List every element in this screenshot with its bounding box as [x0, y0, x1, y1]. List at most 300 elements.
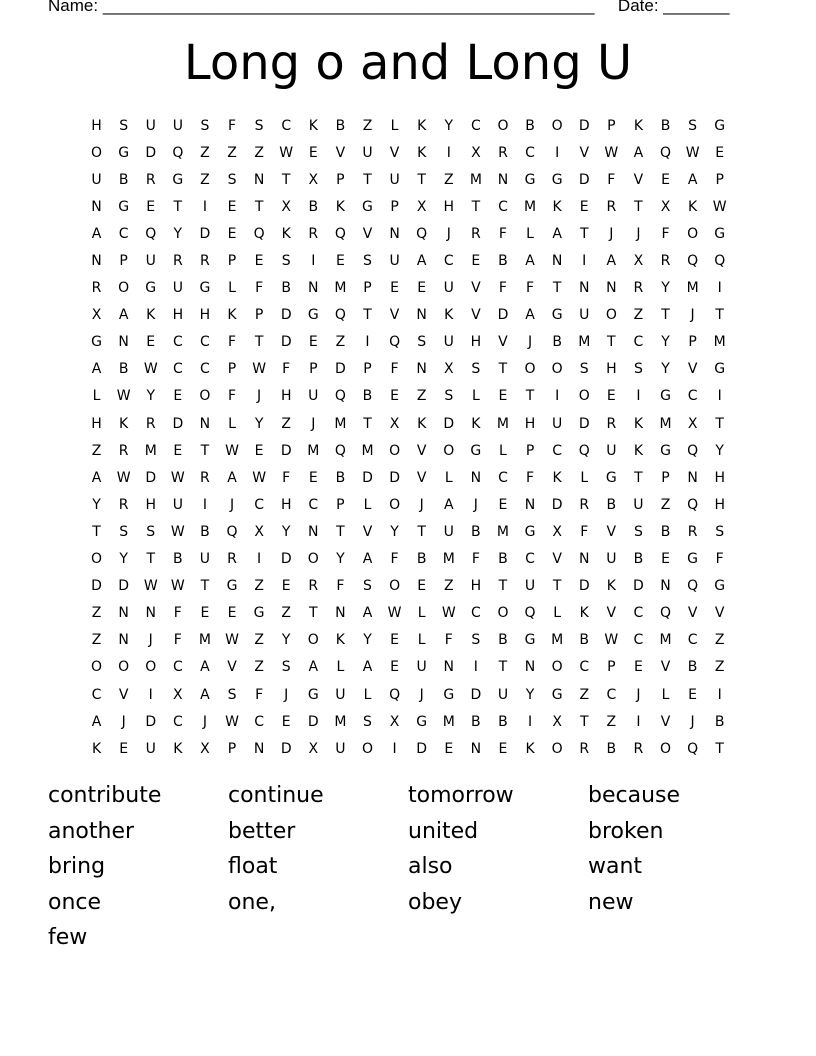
grid-cell: Q: [660, 605, 672, 622]
grid-cell: U: [335, 740, 346, 757]
grid-cell: J: [419, 686, 424, 703]
grid-cell: V: [606, 523, 617, 540]
grid-cell: K: [633, 442, 644, 459]
grid-cell: Z: [362, 117, 373, 134]
grid-cell: R: [579, 740, 590, 757]
grid-cell: Q: [416, 225, 428, 242]
grid-cell: F: [282, 361, 291, 378]
word-list-item: new: [588, 889, 634, 915]
grid-cell: T: [498, 578, 508, 595]
grid-cell: U: [389, 253, 400, 270]
grid-cell: T: [579, 225, 589, 242]
grid-cell: P: [715, 171, 724, 188]
grid-row: [83, 600, 734, 627]
grid-cell: P: [390, 198, 399, 215]
grid-cell: P: [227, 361, 237, 378]
grid-cell: D: [335, 361, 346, 378]
grid-cell: A: [606, 253, 617, 270]
grid-cell: P: [525, 442, 535, 459]
grid-cell: J: [148, 632, 153, 649]
grid-cell: A: [552, 225, 562, 242]
grid-cell: B: [660, 117, 671, 134]
grid-cell: O: [118, 280, 130, 297]
grid-cell: L: [228, 415, 236, 432]
grid-cell: R: [633, 280, 644, 297]
grid-cell: A: [362, 605, 373, 622]
grid-cell: T: [173, 198, 183, 215]
grid-cell: F: [580, 523, 589, 540]
grid-cell: M: [334, 280, 347, 297]
grid-cell: E: [308, 469, 318, 486]
grid-cell: S: [254, 117, 264, 134]
grid-cell: G: [172, 171, 184, 188]
grid-cell: D: [362, 469, 373, 486]
grid-row: [83, 356, 734, 383]
grid-cell: G: [551, 686, 563, 703]
grid-cell: S: [119, 523, 129, 540]
grid-cell: A: [91, 469, 102, 486]
grid-cell: Y: [525, 686, 535, 703]
grid-cell: A: [525, 253, 535, 270]
grid-cell: K: [552, 469, 562, 486]
grid-cell: Z: [281, 605, 291, 622]
grid-cell: F: [227, 117, 237, 134]
grid-cell: C: [470, 117, 481, 134]
grid-cell: F: [715, 551, 724, 568]
grid-cell: E: [579, 198, 589, 215]
grid-cell: N: [470, 469, 482, 486]
grid-cell: T: [417, 171, 426, 188]
grid-cell: S: [363, 713, 372, 730]
word-list-item: bring: [48, 854, 106, 879]
grid-cell: I: [527, 713, 533, 730]
grid-cell: H: [470, 578, 482, 595]
grid-cell: O: [551, 117, 563, 134]
grid-cell: F: [227, 334, 237, 351]
grid-cell: K: [579, 605, 589, 622]
grid-cell: Y: [661, 361, 670, 378]
grid-cell: O: [687, 225, 699, 242]
word-list-item: few: [48, 925, 88, 950]
grid-cell: I: [446, 144, 451, 161]
grid-cell: P: [119, 253, 128, 270]
word-list-item: obey: [408, 889, 462, 915]
grid-cell: N: [145, 605, 156, 622]
grid-row: [83, 383, 734, 410]
grid-cell: U: [443, 334, 454, 351]
grid-cell: R: [227, 551, 237, 568]
grid-cell: D: [280, 307, 292, 324]
grid-cell: N: [253, 171, 265, 188]
grid-cell: S: [281, 659, 291, 676]
grid-cell: I: [473, 659, 478, 676]
grid-cell: C: [633, 334, 644, 351]
grid-cell: D: [145, 469, 157, 486]
grid-cell: L: [92, 388, 101, 405]
grid-cell: N: [578, 280, 590, 297]
grid-cell: I: [311, 253, 316, 270]
grid-cell: G: [551, 171, 563, 188]
grid-cell: Y: [661, 280, 670, 297]
grid-cell: S: [363, 253, 372, 270]
grid-cell: Q: [253, 225, 265, 242]
grid-cell: Q: [334, 225, 346, 242]
grid-cell: N: [199, 415, 211, 432]
grid-cell: G: [307, 307, 319, 324]
grid-cell: O: [497, 117, 509, 134]
grid-cell: P: [336, 496, 345, 513]
grid-cell: U: [552, 415, 563, 432]
grid-cell: V: [362, 523, 373, 540]
grid-cell: P: [227, 253, 237, 270]
grid-cell: C: [552, 442, 563, 459]
grid-cell: K: [91, 740, 102, 757]
grid-cell: Q: [389, 686, 401, 703]
grid-cell: T: [363, 171, 372, 188]
grid-row: [83, 193, 734, 220]
grid-row: [83, 627, 734, 654]
grid-cell: Q: [389, 334, 401, 351]
grid-cell: M: [334, 713, 347, 730]
grid-cell: E: [661, 171, 670, 188]
grid-cell: E: [390, 659, 399, 676]
grid-cell: N: [524, 659, 536, 676]
grid-cell: R: [579, 496, 590, 513]
grid-cell: I: [148, 686, 153, 703]
grid-cell: L: [526, 225, 534, 242]
grid-cell: M: [496, 523, 509, 540]
grid-cell: W: [252, 469, 267, 486]
grid-cell: U: [416, 659, 427, 676]
grid-cell: K: [688, 198, 698, 215]
grid-cell: C: [633, 632, 644, 649]
grid-cell: Z: [254, 144, 264, 161]
grid-cell: S: [688, 117, 698, 134]
grid-cell: O: [118, 659, 130, 676]
grid-cell: E: [633, 659, 643, 676]
grid-cell: F: [661, 225, 670, 242]
grid-row: [83, 708, 734, 735]
grid-cell: H: [470, 334, 482, 351]
grid-cell: T: [634, 469, 643, 486]
grid-cell: V: [471, 280, 481, 297]
grid-cell: C: [525, 551, 535, 568]
grid-cell: C: [525, 144, 535, 161]
grid-cell: G: [362, 198, 373, 215]
grid-cell: X: [254, 523, 264, 540]
grid-cell: B: [200, 523, 210, 540]
grid-cell: A: [443, 496, 454, 513]
grid-cell: B: [552, 334, 562, 351]
grid-cell: O: [389, 496, 401, 513]
word-list-item: float: [228, 854, 278, 879]
grid-cell: E: [227, 605, 237, 622]
grid-cell: A: [200, 659, 210, 676]
grid-cell: E: [200, 605, 210, 622]
date-label: Date:: [617, 0, 659, 15]
grid-cell: U: [579, 307, 590, 324]
grid-cell: V: [362, 225, 373, 242]
grid-cell: D: [497, 307, 509, 324]
grid-cell: H: [280, 388, 292, 405]
grid-cell: B: [308, 198, 319, 215]
grid-cell: D: [389, 469, 400, 486]
grid-cell: H: [145, 496, 156, 513]
grid-cell: R: [145, 171, 156, 188]
grid-row: [83, 654, 734, 681]
grid-cell: M: [144, 442, 157, 459]
grid-cell: B: [471, 713, 481, 730]
grid-cell: B: [173, 551, 183, 568]
grid-cell: G: [714, 225, 726, 242]
grid-cell: E: [227, 225, 237, 242]
grid-cell: C: [91, 686, 102, 703]
grid-cell: T: [363, 415, 372, 432]
grid-cell: Q: [145, 225, 157, 242]
grid-cell: J: [257, 388, 262, 405]
grid-cell: N: [416, 307, 427, 324]
grid-cell: Z: [660, 496, 671, 513]
grid-cell: C: [254, 496, 264, 513]
grid-cell: T: [281, 171, 291, 188]
grid-cell: N: [470, 740, 482, 757]
grid-cell: E: [417, 280, 427, 297]
grid-cell: L: [363, 686, 372, 703]
grid-cell: Q: [334, 307, 346, 324]
date-blank: _______: [663, 0, 730, 15]
grid-cell: K: [308, 117, 318, 134]
grid-cell: E: [173, 388, 183, 405]
grid-cell: R: [687, 523, 698, 540]
grid-cell: W: [712, 198, 727, 215]
grid-cell: T: [498, 361, 508, 378]
grid-cell: P: [336, 171, 345, 188]
grid-cell: E: [227, 198, 237, 215]
grid-cell: O: [389, 442, 401, 459]
grid-cell: U: [145, 253, 156, 270]
grid-cell: F: [526, 280, 535, 297]
grid-cell: E: [254, 253, 264, 270]
grid-cell: E: [715, 144, 725, 161]
grid-cell: S: [471, 361, 481, 378]
grid-cell: D: [578, 415, 590, 432]
grid-cell: Q: [687, 578, 699, 595]
grid-cell: I: [365, 334, 370, 351]
grid-cell: Q: [226, 523, 238, 540]
grid-cell: A: [91, 713, 102, 730]
grid-cell: A: [633, 144, 644, 161]
grid-cell: E: [308, 144, 318, 161]
grid-cell: H: [524, 415, 536, 432]
grid-cell: O: [578, 388, 590, 405]
grid-cell: S: [715, 523, 725, 540]
grid-cell: Z: [443, 578, 454, 595]
grid-cell: B: [335, 117, 346, 134]
grid-cell: I: [582, 253, 587, 270]
grid-cell: W: [252, 361, 267, 378]
grid-cell: H: [172, 307, 184, 324]
grid-cell: P: [363, 280, 372, 297]
grid-cell: D: [578, 171, 590, 188]
grid-cell: O: [361, 740, 373, 757]
grid-cell: D: [578, 117, 590, 134]
grid-cell: D: [280, 442, 292, 459]
grid-cell: F: [173, 632, 182, 649]
grid-cell: U: [145, 117, 156, 134]
grid-cell: L: [417, 632, 426, 649]
grid-cell: M: [334, 415, 347, 432]
grid-cell: N: [524, 496, 536, 513]
grid-row: [83, 329, 734, 356]
grid-cell: J: [284, 686, 289, 703]
grid-cell: N: [335, 605, 346, 622]
grid-cell: S: [471, 632, 481, 649]
grid-cell: B: [281, 280, 291, 297]
grid-cell: F: [282, 469, 291, 486]
grid-cell: E: [173, 442, 183, 459]
grid-cell: F: [227, 388, 237, 405]
grid-cell: K: [417, 415, 427, 432]
grid-cell: L: [499, 442, 507, 459]
grid-row: [83, 518, 734, 545]
grid-cell: B: [498, 713, 508, 730]
grid-cell: I: [636, 388, 641, 405]
grid-cell: W: [170, 523, 185, 540]
grid-row: [83, 220, 734, 247]
grid-cell: B: [118, 361, 129, 378]
grid-cell: A: [200, 686, 210, 703]
word-list-item: want: [588, 854, 643, 879]
grid-cell: A: [362, 551, 373, 568]
grid-cell: U: [443, 523, 454, 540]
grid-cell: N: [91, 253, 102, 270]
grid-cell: Y: [281, 523, 291, 540]
grid-cell: S: [363, 578, 372, 595]
grid-cell: U: [524, 578, 536, 595]
grid-cell: A: [416, 253, 427, 270]
grid-cell: B: [579, 632, 590, 649]
name-label: Name:: [48, 0, 99, 15]
grid-cell: C: [633, 605, 644, 622]
grid-cell: U: [389, 171, 400, 188]
grid-cell: O: [145, 659, 157, 676]
grid-cell: C: [281, 117, 292, 134]
grid-cell: X: [173, 686, 183, 703]
grid-cell: Y: [715, 442, 724, 459]
grid-cell: X: [200, 740, 210, 757]
grid-cell: F: [526, 469, 535, 486]
grid-cell: X: [281, 198, 291, 215]
grid-cell: C: [308, 496, 319, 513]
grid-row: [83, 437, 734, 464]
grid-cell: Z: [633, 307, 644, 324]
grid-cell: P: [227, 740, 237, 757]
grid-cell: G: [416, 713, 428, 730]
grid-cell: R: [606, 198, 617, 215]
grid-cell: W: [143, 361, 158, 378]
grid-cell: V: [335, 144, 346, 161]
grid-cell: B: [118, 171, 129, 188]
grid-cell: M: [307, 442, 320, 459]
grid-cell: E: [606, 388, 616, 405]
grid-cell: A: [308, 659, 319, 676]
grid-cell: C: [687, 388, 698, 405]
grid-row: [83, 247, 734, 274]
grid-cell: F: [471, 551, 480, 568]
grid-cell: J: [690, 307, 695, 324]
grid-cell: S: [281, 253, 291, 270]
grid-cell: X: [471, 144, 481, 161]
grid-cell: O: [307, 551, 319, 568]
grid-cell: I: [717, 388, 722, 405]
grid-cell: N: [253, 740, 265, 757]
grid-cell: F: [390, 361, 399, 378]
grid-cell: Q: [334, 388, 346, 405]
grid-cell: L: [363, 496, 372, 513]
grid-cell: T: [552, 578, 562, 595]
grid-cell: I: [636, 713, 641, 730]
grid-cell: O: [605, 307, 617, 324]
grid-cell: B: [498, 253, 508, 270]
grid-cell: O: [497, 605, 509, 622]
grid-cell: U: [172, 496, 183, 513]
grid-cell: F: [444, 632, 453, 649]
grid-cell: K: [417, 144, 427, 161]
grid-cell: K: [444, 307, 454, 324]
grid-cell: G: [714, 578, 726, 595]
grid-cell: E: [471, 253, 481, 270]
grid-cell: G: [470, 442, 482, 459]
grid-cell: R: [200, 253, 210, 270]
grid-cell: T: [471, 198, 481, 215]
grid-cell: F: [173, 605, 182, 622]
grid-cell: R: [308, 578, 319, 595]
grid-cell: O: [307, 632, 319, 649]
grid-cell: L: [417, 605, 426, 622]
grid-cell: E: [498, 740, 508, 757]
grid-cell: Q: [660, 144, 672, 161]
grid-cell: R: [118, 442, 129, 459]
grid-cell: G: [605, 469, 617, 486]
grid-cell: K: [281, 225, 291, 242]
grid-row: [83, 464, 734, 491]
grid-cell: Y: [254, 415, 264, 432]
grid-cell: W: [441, 605, 456, 622]
grid-cell: Y: [336, 551, 345, 568]
grid-cell: L: [471, 388, 480, 405]
grid-cell: Z: [200, 171, 210, 188]
grid-cell: G: [660, 442, 671, 459]
grid-cell: O: [91, 144, 103, 161]
grid-cell: D: [145, 713, 157, 730]
grid-cell: K: [471, 415, 481, 432]
grid-cell: W: [225, 632, 239, 649]
grid-cell: M: [659, 632, 672, 649]
grid-cell: O: [443, 442, 455, 459]
grid-cell: T: [200, 442, 210, 459]
grid-cell: U: [172, 280, 183, 297]
grid-cell: A: [362, 659, 373, 676]
grid-cell: I: [717, 686, 722, 703]
grid-cell: V: [606, 605, 617, 622]
grid-cell: Z: [443, 171, 454, 188]
grid-cell: M: [686, 280, 699, 297]
grid-cell: R: [660, 253, 671, 270]
grid-cell: V: [552, 551, 562, 568]
word-list-item: also: [408, 854, 453, 879]
grid-cell: X: [687, 415, 698, 432]
grid-cell: G: [253, 605, 265, 622]
